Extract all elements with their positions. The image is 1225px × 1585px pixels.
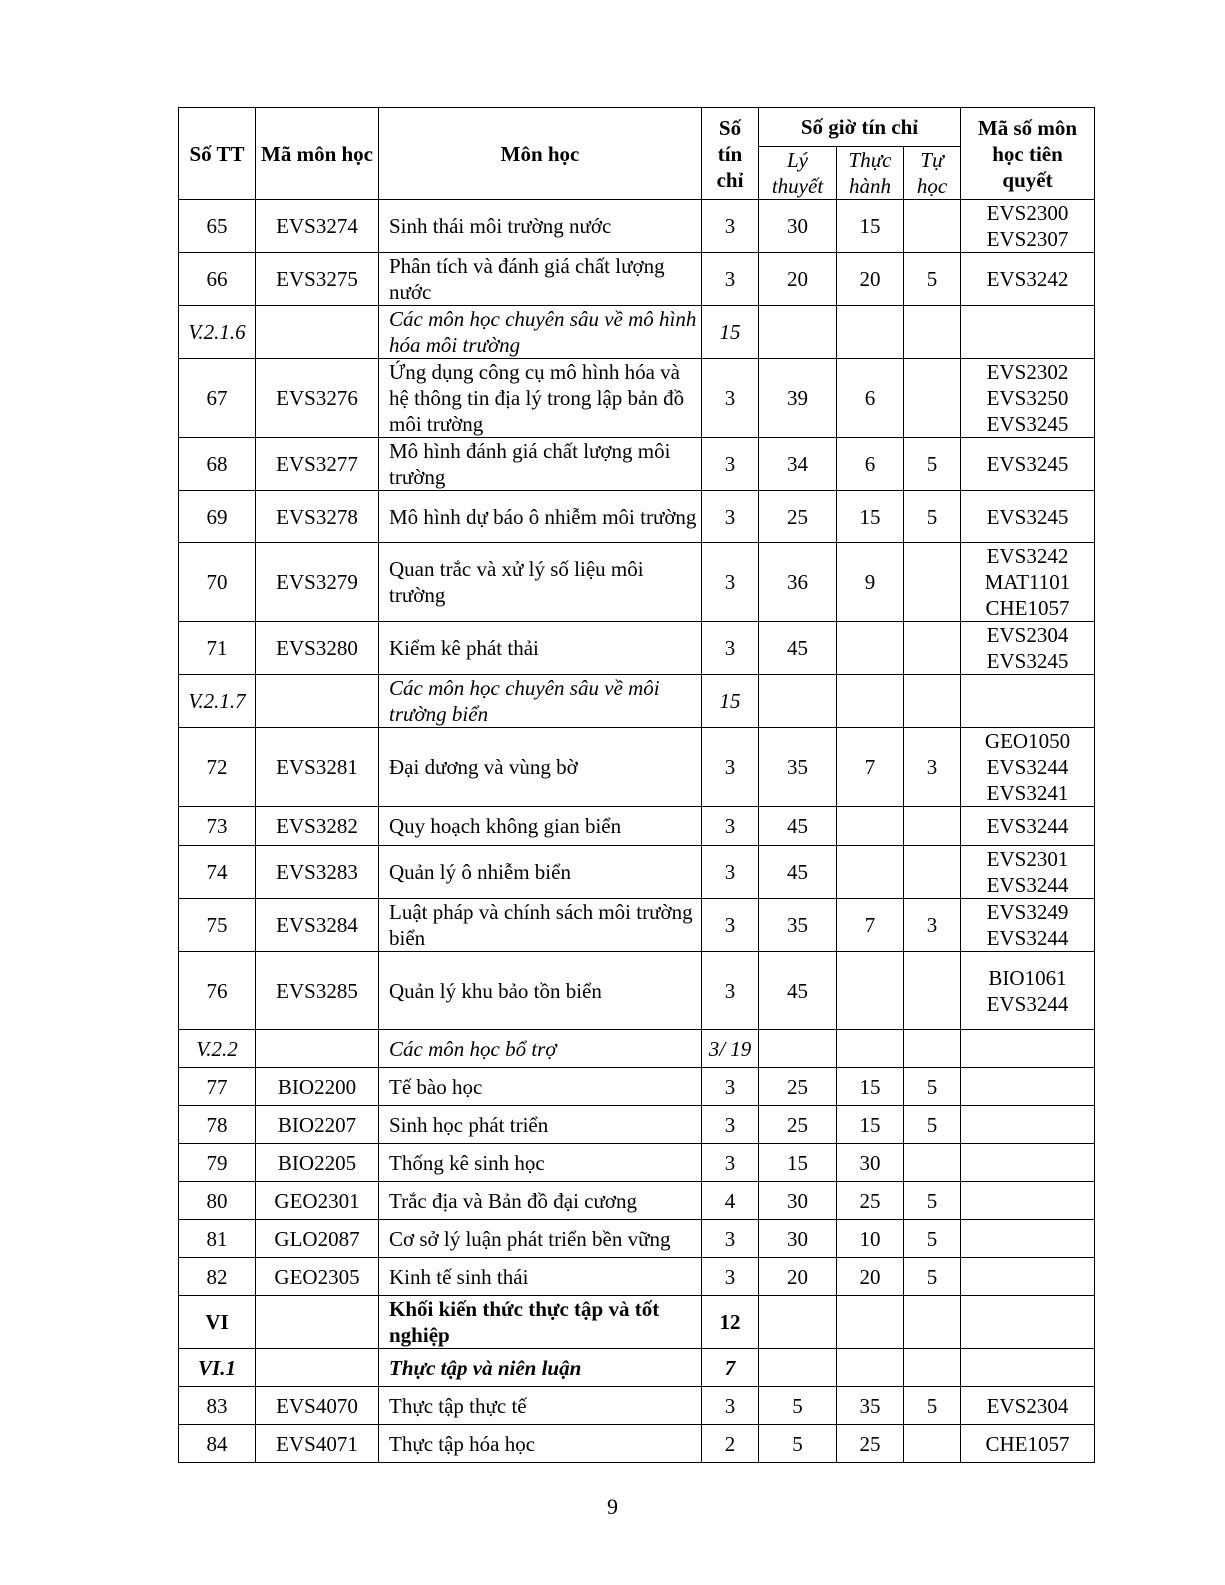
prereq-code: EVS3242 bbox=[986, 267, 1069, 291]
cell-code: EVS3282 bbox=[256, 807, 379, 846]
cell-prereq bbox=[961, 1068, 1095, 1106]
cell-theory: 5 bbox=[759, 1387, 837, 1425]
cell-stt: 77 bbox=[179, 1068, 256, 1106]
cell-theory: 35 bbox=[759, 728, 837, 807]
cell-code bbox=[256, 306, 379, 359]
cell-stt: 65 bbox=[179, 200, 256, 253]
cell-credits: 3 bbox=[702, 438, 759, 491]
cell-self-study bbox=[904, 1030, 961, 1068]
cell-stt: 70 bbox=[179, 543, 256, 622]
prereq-code: EVS2304 bbox=[986, 623, 1069, 647]
cell-practice bbox=[837, 1030, 904, 1068]
cell-prereq bbox=[961, 675, 1095, 728]
cell-stt: 78 bbox=[179, 1106, 256, 1144]
cell-code: BIO2205 bbox=[256, 1144, 379, 1182]
prereq-code: EVS3242 bbox=[986, 544, 1069, 568]
cell-self-study bbox=[904, 952, 961, 1030]
table-row bbox=[179, 491, 1095, 543]
cell-code: BIO2207 bbox=[256, 1106, 379, 1144]
cell-practice: 25 bbox=[837, 1425, 904, 1463]
cell-prereq bbox=[961, 1425, 1095, 1463]
cell-theory: 39 bbox=[759, 359, 837, 438]
cell-prereq bbox=[961, 306, 1095, 359]
cell-prereq bbox=[961, 1258, 1095, 1296]
cell-subject: Cơ sở lý luận phát triển bền vững bbox=[379, 1220, 702, 1258]
cell-stt: 67 bbox=[179, 359, 256, 438]
cell-theory: 15 bbox=[759, 1144, 837, 1182]
cell-prereq bbox=[961, 952, 1095, 1030]
cell-credits: 3 bbox=[702, 728, 759, 807]
cell-credits: 15 bbox=[702, 675, 759, 728]
cell-subject: Luật pháp và chính sách môi trường biển bbox=[379, 899, 702, 952]
prereq-code: EVS2307 bbox=[986, 227, 1069, 251]
cell-stt: 79 bbox=[179, 1144, 256, 1182]
cell-practice bbox=[837, 952, 904, 1030]
prereq-code: EVS2302 bbox=[986, 360, 1069, 384]
cell-prereq bbox=[961, 1220, 1095, 1258]
cell-practice: 15 bbox=[837, 200, 904, 253]
cell-self-study: 5 bbox=[904, 1387, 961, 1425]
table-row bbox=[179, 1425, 1095, 1463]
table-row bbox=[179, 952, 1095, 1030]
table-row bbox=[179, 1387, 1095, 1425]
cell-code: EVS3284 bbox=[256, 899, 379, 952]
curriculum-table bbox=[178, 107, 1095, 1463]
cell-credits: 3 bbox=[702, 1387, 759, 1425]
table-row bbox=[179, 1220, 1095, 1258]
cell-theory: 25 bbox=[759, 1106, 837, 1144]
cell-prereq bbox=[961, 200, 1095, 253]
prereq-code: EVS3245 bbox=[986, 452, 1069, 476]
table-row bbox=[179, 543, 1095, 622]
cell-subject: Tế bào học bbox=[379, 1068, 702, 1106]
cell-credits: 3 bbox=[702, 1144, 759, 1182]
prereq-code: EVS3244 bbox=[986, 926, 1069, 950]
cell-subject: Các môn học chuyên sâu về môi trường biển bbox=[379, 675, 702, 728]
cell-code: EVS3281 bbox=[256, 728, 379, 807]
cell-stt: 73 bbox=[179, 807, 256, 846]
prereq-code: EVS3244 bbox=[986, 814, 1069, 838]
cell-self-study: 5 bbox=[904, 491, 961, 543]
cell-code bbox=[256, 1349, 379, 1387]
cell-prereq bbox=[961, 359, 1095, 438]
cell-theory: 20 bbox=[759, 1258, 837, 1296]
page-number: 9 bbox=[607, 1494, 618, 1519]
cell-subject: Đại dương và vùng bờ bbox=[379, 728, 702, 807]
cell-theory bbox=[759, 306, 837, 359]
cell-credits: 3 bbox=[702, 543, 759, 622]
header-prereq: Mã số môn học tiên quyết bbox=[961, 108, 1095, 200]
cell-credits: 3 bbox=[702, 899, 759, 952]
cell-self-study: 5 bbox=[904, 253, 961, 306]
cell-credits: 15 bbox=[702, 306, 759, 359]
cell-code: EVS3275 bbox=[256, 253, 379, 306]
prereq-code: BIO1061 bbox=[988, 965, 1067, 990]
table-row bbox=[179, 1296, 1095, 1349]
cell-credits: 12 bbox=[702, 1296, 759, 1349]
cell-self-study: 5 bbox=[904, 1258, 961, 1296]
prereq-code: MAT1101 bbox=[984, 570, 1071, 594]
prereq-code: EVS2304 bbox=[986, 1393, 1069, 1418]
cell-stt: 72 bbox=[179, 728, 256, 807]
cell-credits: 3 bbox=[702, 622, 759, 675]
cell-theory: 45 bbox=[759, 622, 837, 675]
cell-code: EVS4070 bbox=[256, 1387, 379, 1425]
cell-credits: 3 bbox=[702, 807, 759, 846]
table-row bbox=[179, 899, 1095, 952]
cell-prereq bbox=[961, 1144, 1095, 1182]
cell-credits: 3 bbox=[702, 253, 759, 306]
cell-stt: 81 bbox=[179, 1220, 256, 1258]
cell-credits: 3 bbox=[702, 1258, 759, 1296]
cell-theory: 45 bbox=[759, 952, 837, 1030]
prereq-code: EVS3245 bbox=[986, 504, 1069, 529]
cell-prereq bbox=[961, 1349, 1095, 1387]
table-row bbox=[179, 1349, 1095, 1387]
cell-theory: 5 bbox=[759, 1425, 837, 1463]
cell-self-study bbox=[904, 1296, 961, 1349]
cell-subject: Phân tích và đánh giá chất lượng nước bbox=[379, 253, 702, 306]
cell-theory: 34 bbox=[759, 438, 837, 491]
cell-self-study: 3 bbox=[904, 728, 961, 807]
cell-stt: 69 bbox=[179, 491, 256, 543]
prereq-code: EVS3244 bbox=[986, 873, 1069, 897]
cell-subject: Thực tập thực tế bbox=[379, 1387, 702, 1425]
prereq-code: EVS3249 bbox=[986, 900, 1069, 924]
header-subject: Môn học bbox=[379, 108, 702, 200]
cell-theory: 30 bbox=[759, 200, 837, 253]
cell-stt: V.2.1.7 bbox=[179, 675, 256, 728]
cell-practice bbox=[837, 846, 904, 899]
prereq-code: GEO1050 bbox=[984, 729, 1071, 753]
table-row bbox=[179, 675, 1095, 728]
cell-stt: 68 bbox=[179, 438, 256, 491]
prereq-code: EVS3244 bbox=[986, 755, 1069, 779]
cell-credits: 3 bbox=[702, 1068, 759, 1106]
cell-prereq bbox=[961, 622, 1095, 675]
cell-credits: 3 bbox=[702, 846, 759, 899]
cell-subject: Quy hoạch không gian biển bbox=[379, 807, 702, 846]
cell-subject: Mô hình dự báo ô nhiễm môi trường bbox=[379, 491, 702, 543]
prereq-code: EVS3245 bbox=[986, 412, 1069, 436]
cell-credits: 3/ 19 bbox=[702, 1030, 759, 1068]
cell-subject: Thực tập hóa học bbox=[379, 1425, 702, 1463]
cell-stt: 83 bbox=[179, 1387, 256, 1425]
table-row bbox=[179, 200, 1095, 253]
cell-code: EVS3278 bbox=[256, 491, 379, 543]
cell-subject: Sinh học phát triển bbox=[379, 1106, 702, 1144]
cell-stt: V.2.1.6 bbox=[179, 306, 256, 359]
cell-self-study bbox=[904, 359, 961, 438]
cell-code: EVS3280 bbox=[256, 622, 379, 675]
cell-subject: Sinh thái môi trường nước bbox=[379, 200, 702, 253]
cell-code: EVS3274 bbox=[256, 200, 379, 253]
table-row bbox=[179, 728, 1095, 807]
cell-credits: 3 bbox=[702, 200, 759, 253]
cell-prereq bbox=[961, 491, 1095, 543]
prereq-code: EVS3250 bbox=[986, 386, 1069, 410]
header-practice: Thực hành bbox=[837, 147, 904, 200]
cell-theory: 25 bbox=[759, 491, 837, 543]
table-row bbox=[179, 306, 1095, 359]
cell-practice: 9 bbox=[837, 543, 904, 622]
cell-practice bbox=[837, 675, 904, 728]
cell-theory: 45 bbox=[759, 846, 837, 899]
cell-theory bbox=[759, 675, 837, 728]
cell-self-study: 5 bbox=[904, 1106, 961, 1144]
header-self-study: Tự học bbox=[904, 147, 961, 200]
cell-credits: 3 bbox=[702, 1220, 759, 1258]
cell-credits: 3 bbox=[702, 359, 759, 438]
table-row bbox=[179, 1144, 1095, 1182]
cell-subject: Các môn học bổ trợ bbox=[379, 1030, 702, 1068]
cell-prereq bbox=[961, 253, 1095, 306]
header-hours-group: Số giờ tín chỉ bbox=[759, 108, 961, 147]
cell-self-study: 3 bbox=[904, 899, 961, 952]
cell-code bbox=[256, 675, 379, 728]
cell-theory bbox=[759, 1349, 837, 1387]
table-row bbox=[179, 622, 1095, 675]
cell-practice bbox=[837, 622, 904, 675]
cell-practice: 35 bbox=[837, 1387, 904, 1425]
cell-stt: VI bbox=[179, 1296, 256, 1349]
cell-self-study: 5 bbox=[904, 438, 961, 491]
cell-subject: Quan trắc và xử lý số liệu môi trường bbox=[379, 543, 702, 622]
cell-practice: 20 bbox=[837, 253, 904, 306]
prereq-code: EVS2301 bbox=[986, 847, 1069, 871]
cell-stt: 80 bbox=[179, 1182, 256, 1220]
prereq-code: EVS3245 bbox=[986, 649, 1069, 673]
cell-self-study bbox=[904, 543, 961, 622]
cell-theory: 20 bbox=[759, 253, 837, 306]
cell-prereq bbox=[961, 728, 1095, 807]
cell-practice bbox=[837, 1349, 904, 1387]
cell-practice bbox=[837, 1296, 904, 1349]
cell-practice: 30 bbox=[837, 1144, 904, 1182]
cell-credits: 3 bbox=[702, 491, 759, 543]
prereq-code: EVS2300 bbox=[986, 201, 1069, 225]
cell-stt: 84 bbox=[179, 1425, 256, 1463]
cell-credits: 7 bbox=[702, 1349, 759, 1387]
cell-subject: Kinh tế sinh thái bbox=[379, 1258, 702, 1296]
cell-code: GEO2305 bbox=[256, 1258, 379, 1296]
cell-practice bbox=[837, 306, 904, 359]
cell-theory bbox=[759, 1030, 837, 1068]
cell-prereq bbox=[961, 899, 1095, 952]
prereq-code: CHE1057 bbox=[985, 1431, 1070, 1456]
header-credits: Số tín chỉ bbox=[702, 108, 759, 200]
cell-theory: 45 bbox=[759, 807, 837, 846]
cell-practice: 6 bbox=[837, 438, 904, 491]
header-code: Mã môn học bbox=[256, 108, 379, 200]
cell-prereq bbox=[961, 1387, 1095, 1425]
cell-code: EVS3279 bbox=[256, 543, 379, 622]
cell-code bbox=[256, 1296, 379, 1349]
cell-stt: VI.1 bbox=[179, 1349, 256, 1387]
cell-credits: 3 bbox=[702, 1106, 759, 1144]
cell-theory: 30 bbox=[759, 1182, 837, 1220]
cell-subject: Các môn học chuyên sâu về mô hình hóa môi trường bbox=[379, 306, 702, 359]
cell-prereq bbox=[961, 438, 1095, 491]
cell-subject: Trắc địa và Bản đồ đại cương bbox=[379, 1182, 702, 1220]
cell-code bbox=[256, 1030, 379, 1068]
cell-prereq bbox=[961, 807, 1095, 846]
cell-credits: 4 bbox=[702, 1182, 759, 1220]
table-row bbox=[179, 253, 1095, 306]
cell-practice: 6 bbox=[837, 359, 904, 438]
prereq-code: EVS3244 bbox=[986, 991, 1069, 1016]
cell-theory: 35 bbox=[759, 899, 837, 952]
table-row bbox=[179, 1030, 1095, 1068]
cell-practice: 7 bbox=[837, 899, 904, 952]
cell-subject: Khối kiến thức thực tập và tốt nghiệp bbox=[379, 1296, 702, 1349]
table-row bbox=[179, 1258, 1095, 1296]
table-row bbox=[179, 359, 1095, 438]
cell-self-study bbox=[904, 807, 961, 846]
cell-prereq bbox=[961, 1296, 1095, 1349]
cell-self-study: 5 bbox=[904, 1068, 961, 1106]
cell-subject: Thực tập và niên luận bbox=[379, 1349, 702, 1387]
prereq-code: EVS3241 bbox=[986, 781, 1069, 805]
cell-subject: Mô hình đánh giá chất lượng môi trường bbox=[379, 438, 702, 491]
cell-theory: 25 bbox=[759, 1068, 837, 1106]
cell-self-study bbox=[904, 622, 961, 675]
cell-theory bbox=[759, 1296, 837, 1349]
cell-stt: 76 bbox=[179, 952, 256, 1030]
cell-prereq bbox=[961, 1106, 1095, 1144]
header-stt: Số TT bbox=[179, 108, 256, 200]
cell-credits: 3 bbox=[702, 952, 759, 1030]
cell-practice bbox=[837, 807, 904, 846]
cell-code: EVS3276 bbox=[256, 359, 379, 438]
cell-self-study bbox=[904, 846, 961, 899]
header-theory: Lý thuyết bbox=[759, 147, 837, 200]
cell-stt: 75 bbox=[179, 899, 256, 952]
cell-practice: 15 bbox=[837, 1068, 904, 1106]
cell-prereq bbox=[961, 1182, 1095, 1220]
cell-code: EVS3285 bbox=[256, 952, 379, 1030]
cell-prereq bbox=[961, 543, 1095, 622]
cell-subject: Thống kê sinh học bbox=[379, 1144, 702, 1182]
cell-code: GLO2087 bbox=[256, 1220, 379, 1258]
table-row bbox=[179, 1106, 1095, 1144]
cell-credits: 2 bbox=[702, 1425, 759, 1463]
cell-subject: Kiểm kê phát thải bbox=[379, 622, 702, 675]
cell-code: GEO2301 bbox=[256, 1182, 379, 1220]
table-row bbox=[179, 1182, 1095, 1220]
cell-code: BIO2200 bbox=[256, 1068, 379, 1106]
cell-self-study bbox=[904, 306, 961, 359]
prereq-code: CHE1057 bbox=[985, 596, 1070, 620]
cell-self-study bbox=[904, 1144, 961, 1182]
cell-stt: 82 bbox=[179, 1258, 256, 1296]
cell-stt: 71 bbox=[179, 622, 256, 675]
cell-code: EVS3277 bbox=[256, 438, 379, 491]
cell-code: EVS4071 bbox=[256, 1425, 379, 1463]
cell-prereq bbox=[961, 1030, 1095, 1068]
cell-stt: 74 bbox=[179, 846, 256, 899]
table-row bbox=[179, 807, 1095, 846]
cell-stt: V.2.2 bbox=[179, 1030, 256, 1068]
table-row bbox=[179, 846, 1095, 899]
cell-self-study bbox=[904, 1349, 961, 1387]
table-row bbox=[179, 438, 1095, 491]
cell-code: EVS3283 bbox=[256, 846, 379, 899]
cell-theory: 36 bbox=[759, 543, 837, 622]
cell-practice: 10 bbox=[837, 1220, 904, 1258]
cell-subject: Quản lý khu bảo tồn biển bbox=[379, 952, 702, 1030]
cell-practice: 20 bbox=[837, 1258, 904, 1296]
cell-practice: 25 bbox=[837, 1182, 904, 1220]
cell-self-study: 5 bbox=[904, 1182, 961, 1220]
cell-self-study bbox=[904, 675, 961, 728]
cell-self-study bbox=[904, 200, 961, 253]
table-row bbox=[179, 1068, 1095, 1106]
cell-self-study bbox=[904, 1425, 961, 1463]
cell-practice: 15 bbox=[837, 491, 904, 543]
cell-practice: 15 bbox=[837, 1106, 904, 1144]
cell-practice: 7 bbox=[837, 728, 904, 807]
cell-prereq bbox=[961, 846, 1095, 899]
cell-self-study: 5 bbox=[904, 1220, 961, 1258]
cell-stt: 66 bbox=[179, 253, 256, 306]
cell-subject: Ứng dụng công cụ mô hình hóa và hệ thông tin địa lý trong lập bản đồ môi trường bbox=[379, 359, 702, 438]
cell-theory: 30 bbox=[759, 1220, 837, 1258]
cell-subject: Quản lý ô nhiễm biển bbox=[379, 846, 702, 899]
